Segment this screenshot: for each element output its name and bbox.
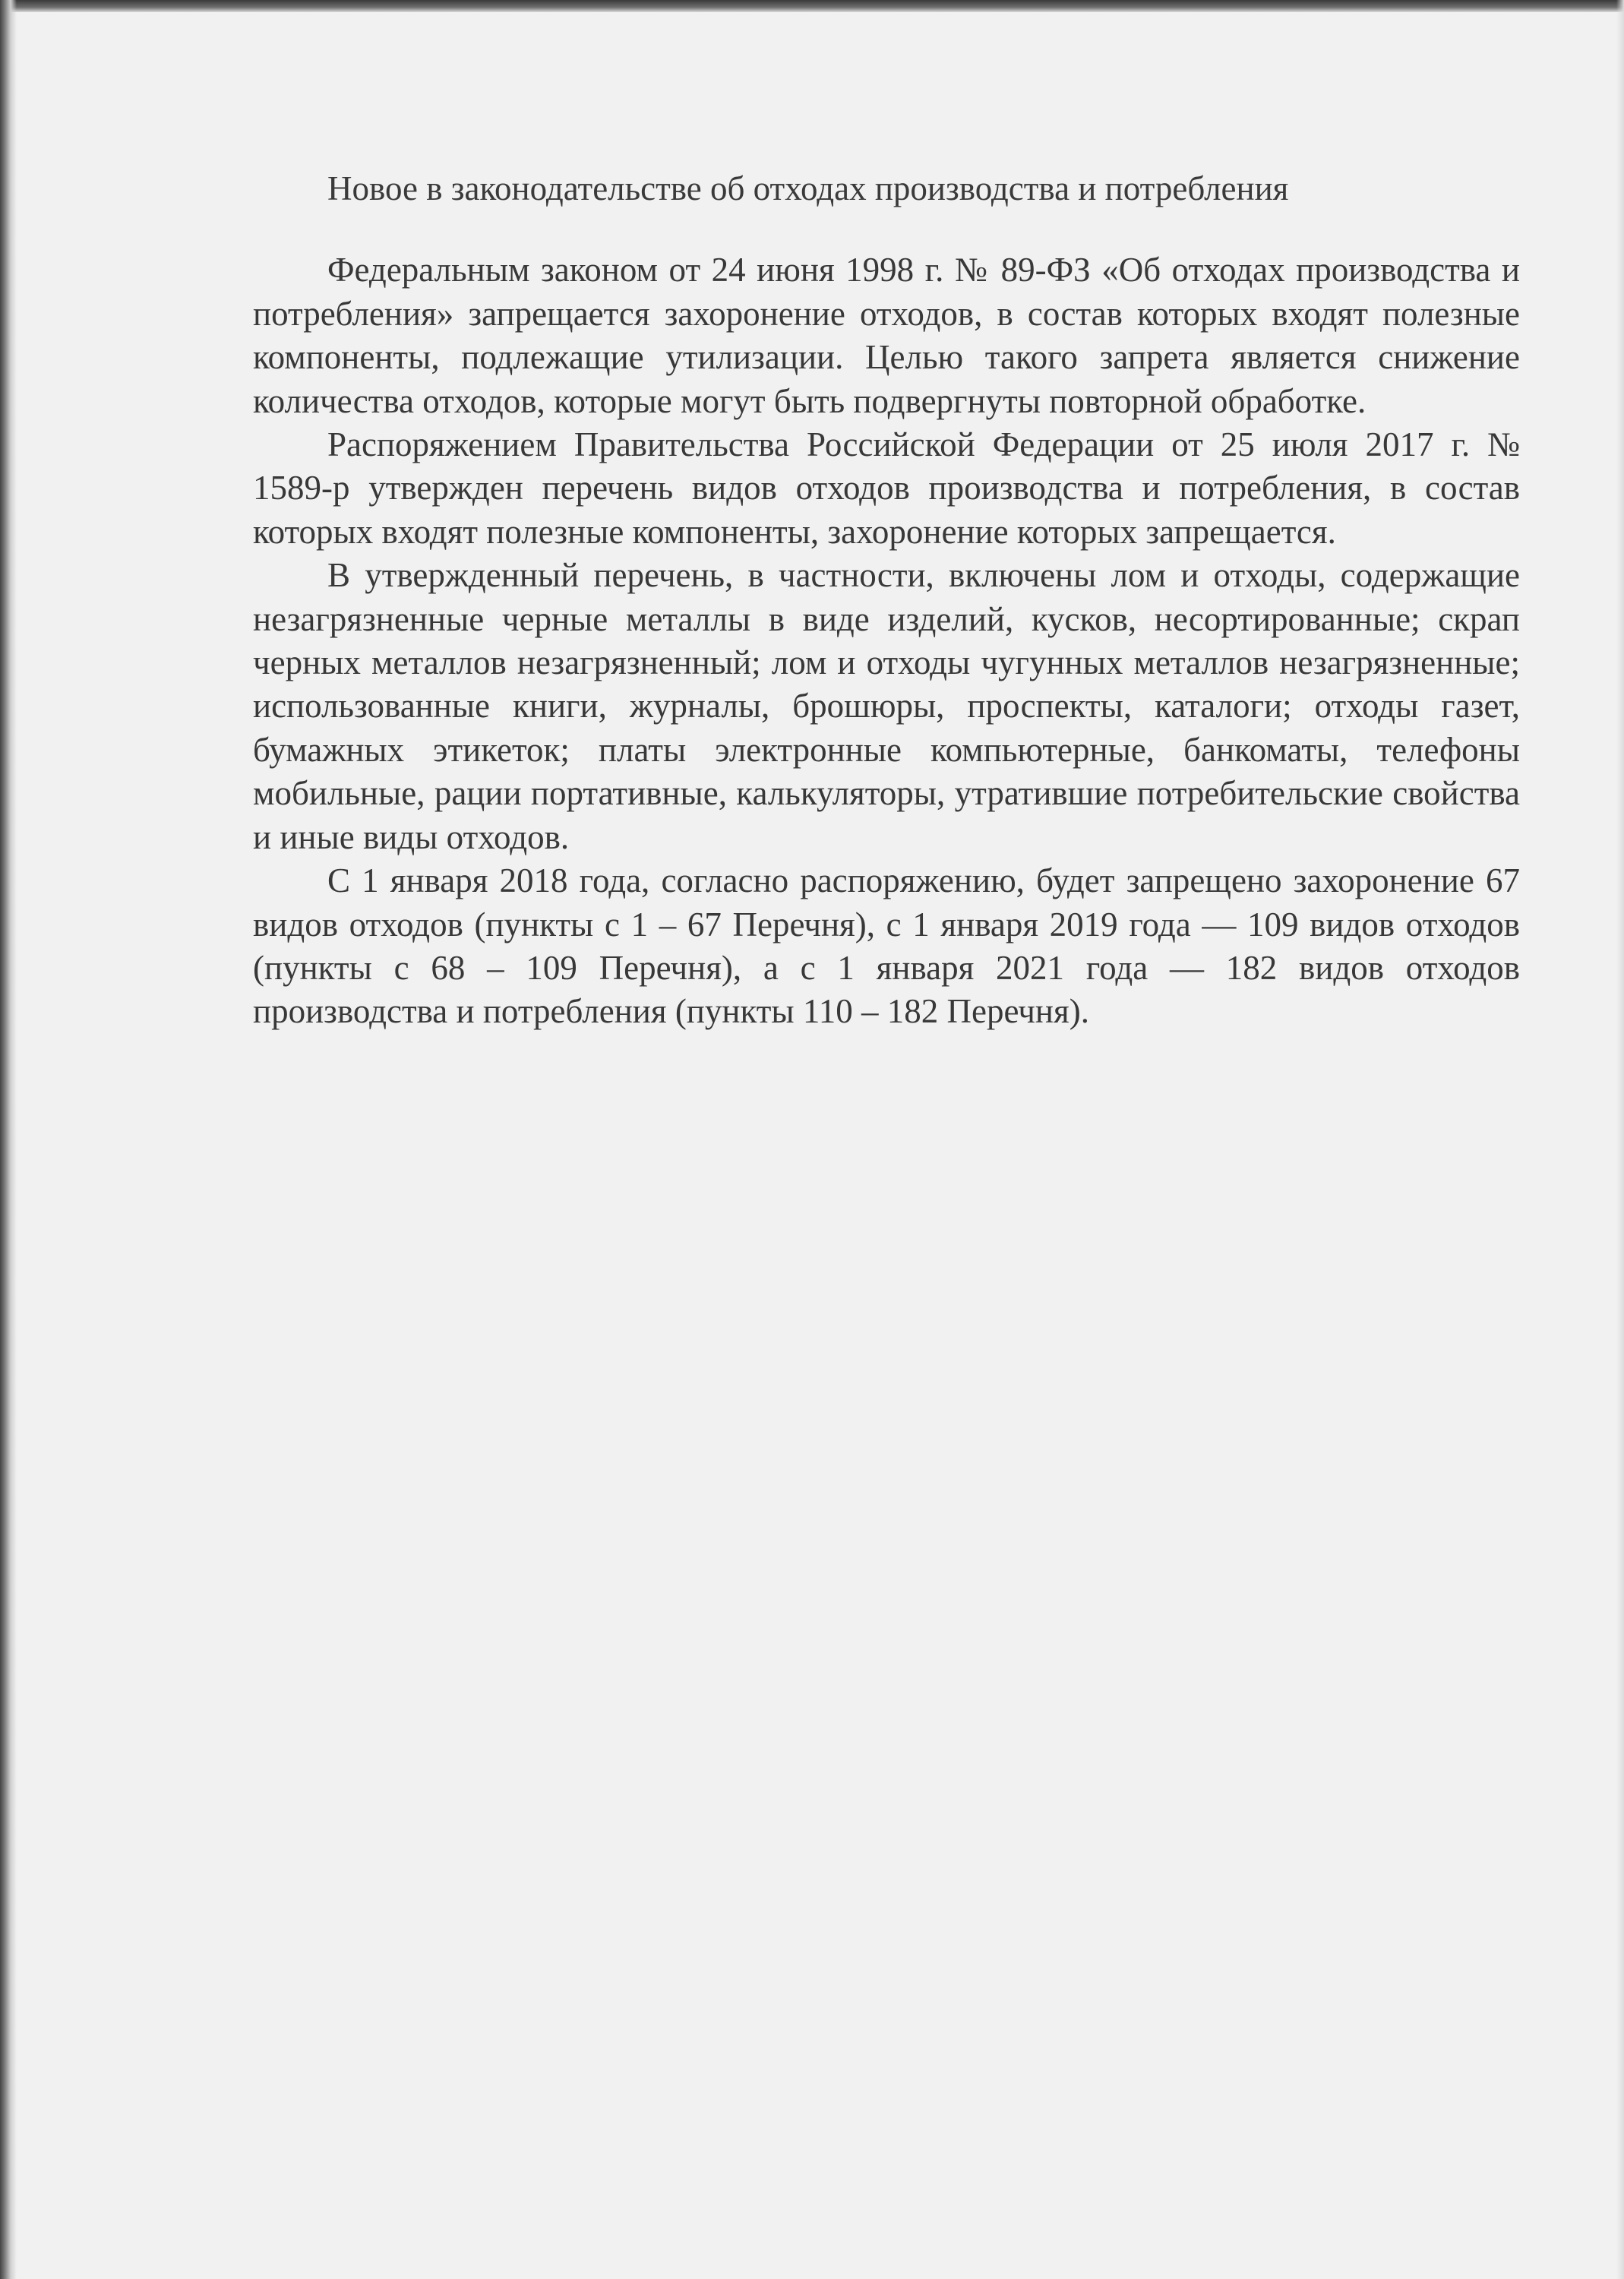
paragraph-federal-law: Федеральным законом от 24 июня 1998 г. № 89-ФЗ «Об отходах производства и потребления» запрещается захоронение отходов, в состав которых входят полезные компоненты, подлежащие утилизации. Целью такого запрета является снижение количества отходов, которые могут быть подвергнуты повторной обработке.	[253, 251, 1520, 420]
scan-left-edge	[0, 0, 17, 2279]
scan-top-edge	[0, 0, 1624, 12]
document-body	[253, 167, 1520, 1034]
paragraph-government-order: Распоряжением Правительства Российской Федерации от 25 июля 2017 г. № 1589-р утвержден перечень видов отходов производства и потребления, в состав которых входят полезные компоненты, захоронение которых запрещается.	[253, 425, 1520, 551]
scan-right-edge	[1616, 0, 1624, 2279]
paragraph-waste-list: В утвержденный перечень, в частности, включены лом и отходы, содержащие незагрязненные черные металлы в виде изделий, кусков, несортированные; скрап черных металлов незагрязненный; лом и отходы чугунных металлов незагрязненные; использованные книги, журналы, брошюры, проспекты, каталоги; отходы газет, бумажных этикеток; платы электронные компьютерные, банкоматы, телефоны мобильные, рации портативные, калькуляторы, утратившие потребительские свойства и иные виды отходов.	[253, 556, 1520, 856]
paragraph-ban-dates: С 1 января 2018 года, согласно распоряжению, будет запрещено захоронение 67 видов отходов (пункты с 1 – 67 Перечня), с 1 января 2019 года — 109 видов отходов (пункты с 68 – 109 Перечня), а с 1 января 2021 года — 182 видов отходов производства и потребления (пункты 110 – 182 Перечня).	[253, 861, 1520, 1031]
document-title: Новое в законодательстве об отходах производства и потребления	[327, 169, 1289, 207]
